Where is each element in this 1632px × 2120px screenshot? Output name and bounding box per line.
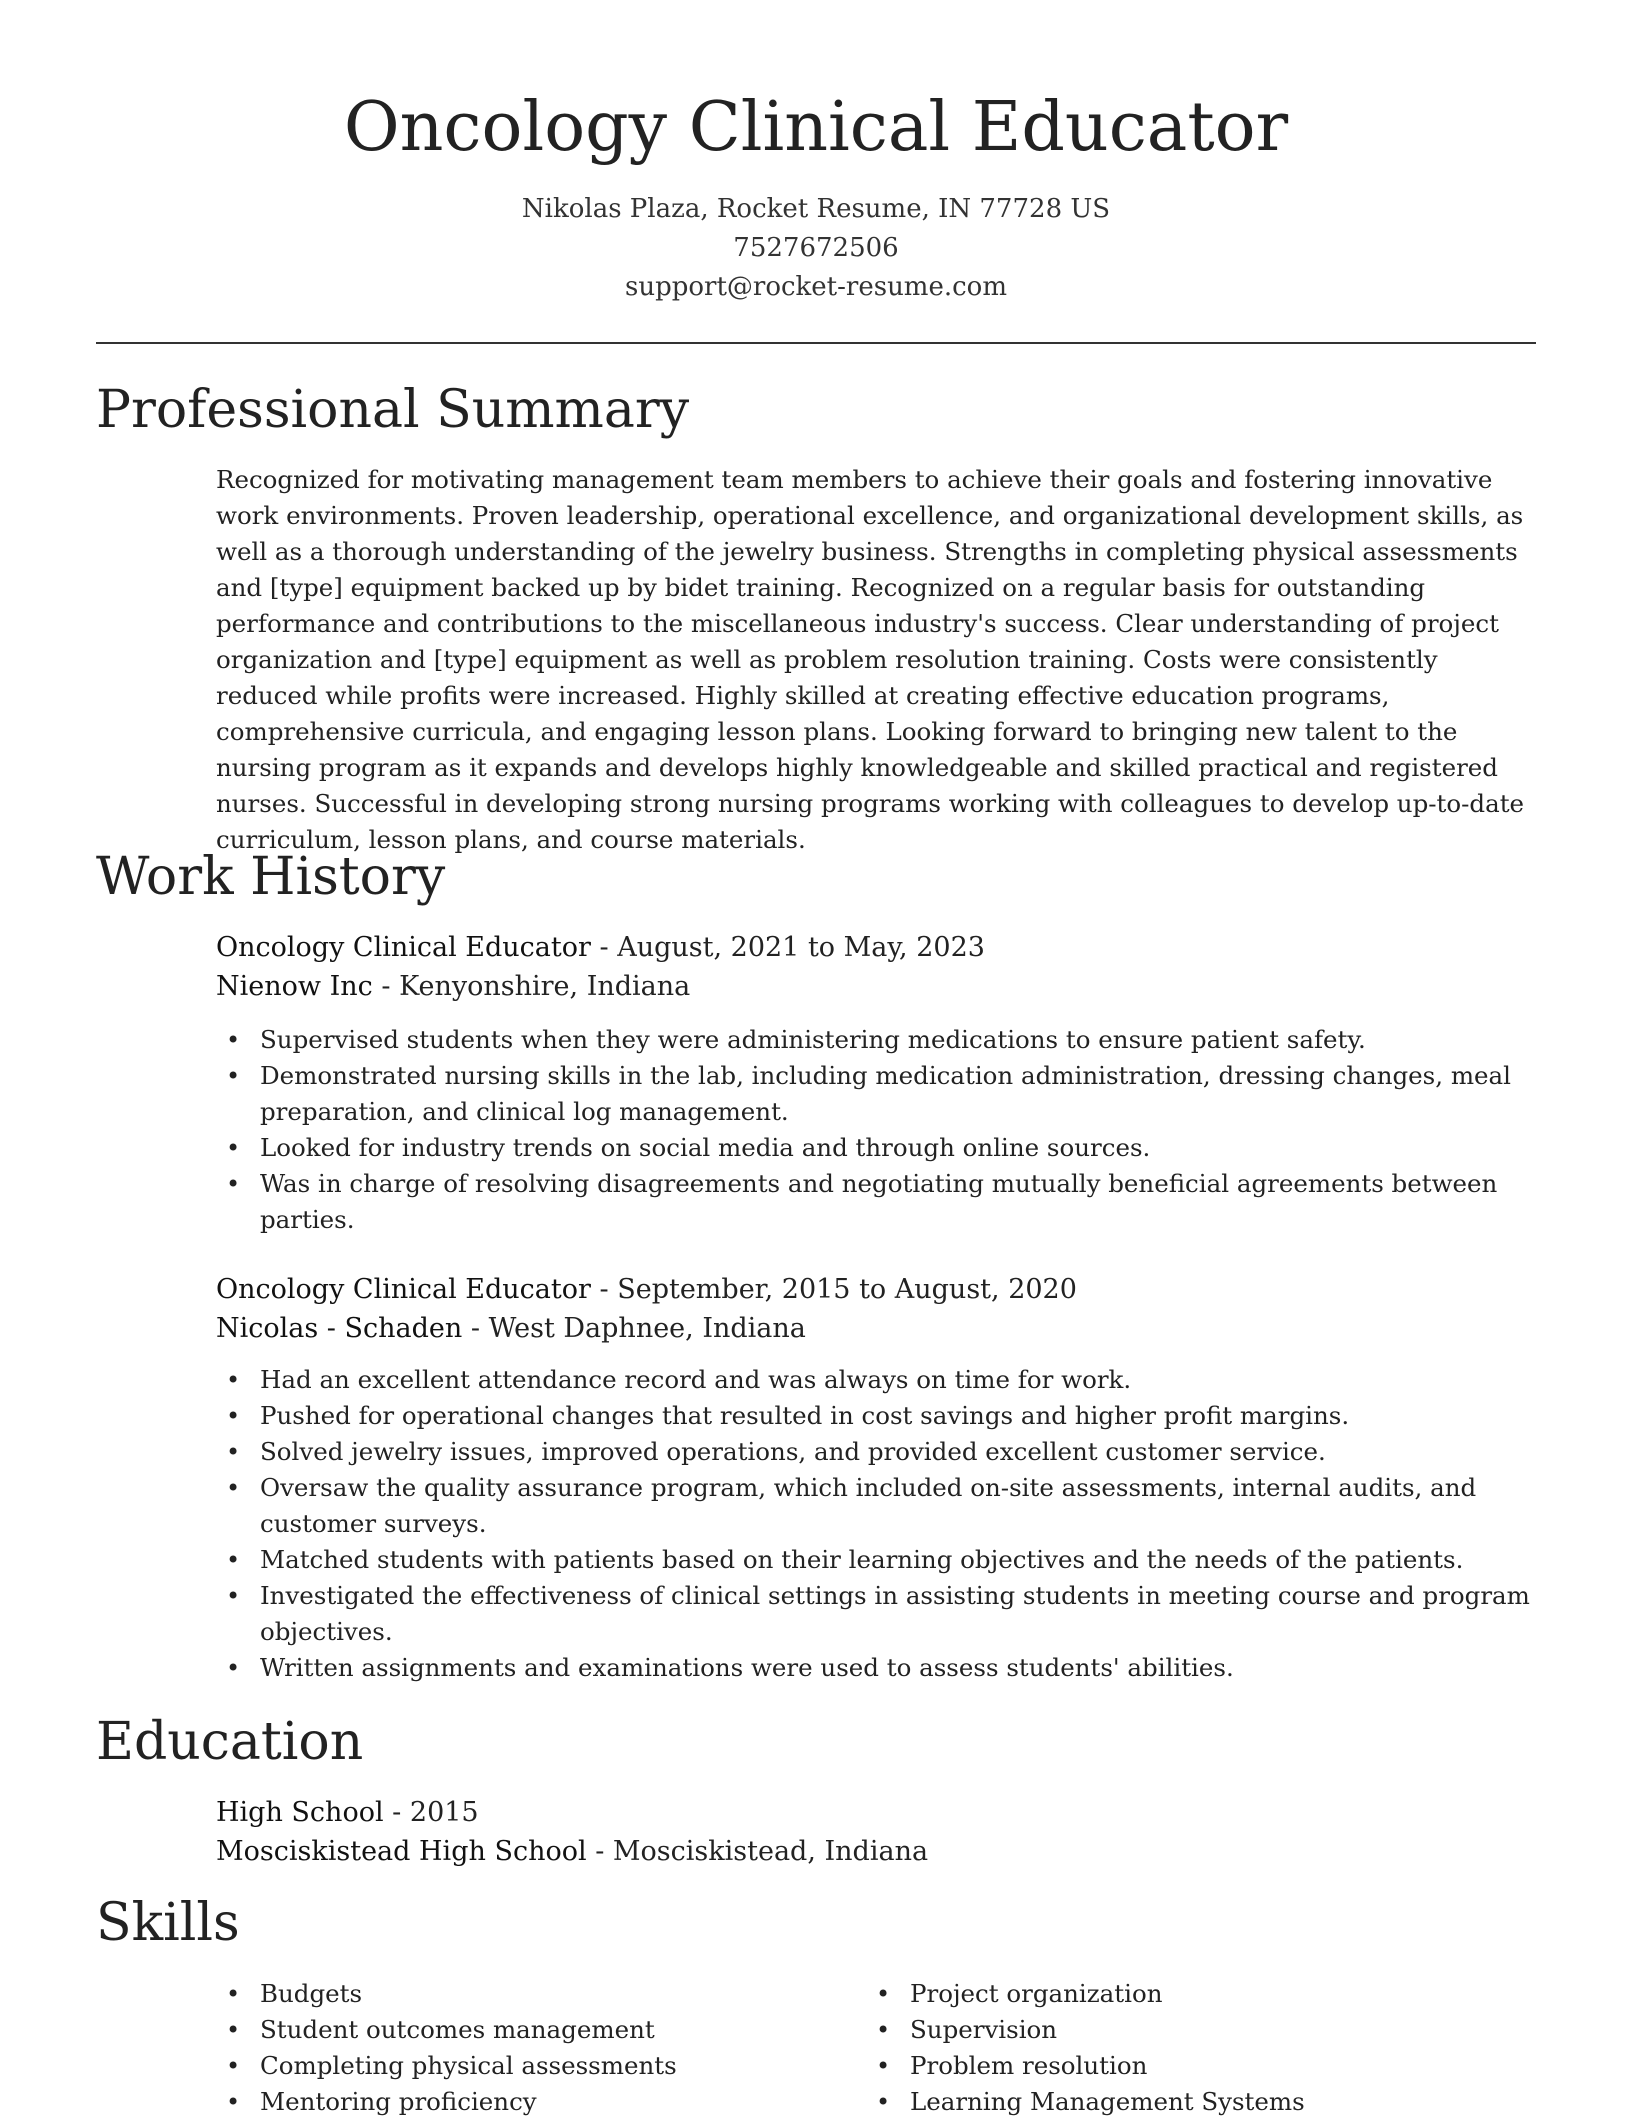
skill-item: • Budgets xyxy=(216,1976,866,2012)
job-dates: September, 2015 to August, 2020 xyxy=(617,1274,1077,1305)
skill-item: • Project organization xyxy=(866,1976,1516,2012)
summary-heading: Professional Summary xyxy=(96,380,690,440)
skill-item: • Supervision xyxy=(866,2012,1516,2048)
list-item: • Solved jewelry issues, improved operations, and provided excellent customer service. xyxy=(216,1434,1546,1470)
list-item: • Investigated the effectiveness of clinical settings in assisting students in meeting course and program objectives. xyxy=(216,1578,1546,1650)
skill-item: • Problem resolution xyxy=(866,2048,1516,2084)
job-company-line xyxy=(216,1309,1546,1348)
list-item: • Was in charge of resolving disagreements and negotiating mutually beneficial agreements between parties. xyxy=(216,1166,1546,1238)
education-degree-line xyxy=(216,1793,1546,1832)
separator: - xyxy=(586,1836,613,1867)
skill-item: • Learning Management Systems xyxy=(866,2084,1516,2120)
job-title-line xyxy=(216,1270,1546,1309)
job-company: Nienow Inc xyxy=(216,971,373,1002)
separator: - xyxy=(590,1274,618,1305)
job-title: Oncology Clinical Educator xyxy=(216,1274,591,1305)
education-heading: Education xyxy=(96,1712,364,1772)
job-bullets xyxy=(216,1022,1546,1238)
resume-title: Oncology Clinical Educator xyxy=(343,88,1289,167)
skills-list xyxy=(216,1976,1546,2120)
skills-column-left xyxy=(216,1976,866,2120)
skills-column-right xyxy=(866,1976,1516,2120)
skills-heading: Skills xyxy=(96,1893,240,1953)
job-location: Kenyonshire, Indiana xyxy=(399,971,691,1002)
job-title-line xyxy=(216,928,1546,967)
separator: - xyxy=(590,932,618,963)
job-title: Oncology Clinical Educator xyxy=(216,932,591,963)
job-company: Nicolas - Schaden xyxy=(216,1313,463,1344)
contact-email[interactable]: support@rocket-resume.com xyxy=(624,272,1007,302)
job-company-line xyxy=(216,967,1546,1006)
contact-address: Nikolas Plaza, Rocket Resume, IN 77728 US xyxy=(521,194,1111,224)
list-item: • Written assignments and examinations were used to assess students' abilities. xyxy=(216,1650,1546,1686)
list-item: • Oversaw the quality assurance program, which included on-site assessments, internal audits, and customer surveys. xyxy=(216,1470,1546,1542)
separator: - xyxy=(383,1797,410,1828)
resume-header xyxy=(0,0,1632,307)
list-item: • Matched students with patients based on their learning objectives and the needs of the patients. xyxy=(216,1542,1546,1578)
list-item: • Demonstrated nursing skills in the lab, including medication administration, dressing changes, meal preparation, and clinical log management. xyxy=(216,1058,1546,1130)
skill-item: • Student outcomes management xyxy=(216,2012,866,2048)
education-year: 2015 xyxy=(409,1797,479,1828)
education-location: Mosciskistead, Indiana xyxy=(612,1836,929,1867)
education-school: Mosciskistead High School xyxy=(216,1836,587,1867)
contact-phone: 7527672506 xyxy=(733,233,899,263)
list-item: • Pushed for operational changes that resulted in cost savings and higher profit margins. xyxy=(216,1398,1546,1434)
separator: - xyxy=(462,1313,489,1344)
header-divider xyxy=(96,342,1536,344)
list-item: • Supervised students when they were administering medications to ensure patient safety. xyxy=(216,1022,1546,1058)
list-item: • Looked for industry trends on social media and through online sources. xyxy=(216,1130,1546,1166)
job-location: West Daphnee, Indiana xyxy=(488,1313,806,1344)
job-bullets xyxy=(216,1362,1546,1686)
work-history-heading: Work History xyxy=(96,847,446,907)
education-entry xyxy=(216,1793,1546,1871)
education-degree: High School xyxy=(216,1797,384,1828)
summary-text: Recognized for motivating management team members to achieve their goals and fostering innovative work environments. Proven leadership, operational excellence, and organizational development skills, as well as a thorough understanding of the jewelry business. Strengths in completing physical assessments and [type] equipment backed up by bidet training. Recognized on a regular basis for outstanding performance and contributions to the miscellaneous industry's success. Clear understanding of project organization and [type] equipment as well as problem resolution training. Costs were consistently reduced while profits were increased. Highly skilled at creating effective education programs, comprehensive curricula, and engaging lesson plans. Looking forward to bringing new talent to the nursing program as it expands and develops highly knowledgeable and skilled practical and registered nurses. Successful in developing strong nursing programs working with colleagues to develop up-to-date curriculum, lesson plans, and course materials. xyxy=(216,465,1525,854)
job-entry xyxy=(216,1270,1546,1686)
job-dates: August, 2021 to May, 2023 xyxy=(617,932,985,963)
education-school-line xyxy=(216,1832,1546,1871)
job-entry xyxy=(216,928,1546,1238)
skill-item: • Completing physical assessments xyxy=(216,2048,866,2084)
skill-item: • Mentoring proficiency xyxy=(216,2084,866,2120)
separator: - xyxy=(372,971,400,1002)
list-item: • Had an excellent attendance record and was always on time for work. xyxy=(216,1362,1546,1398)
